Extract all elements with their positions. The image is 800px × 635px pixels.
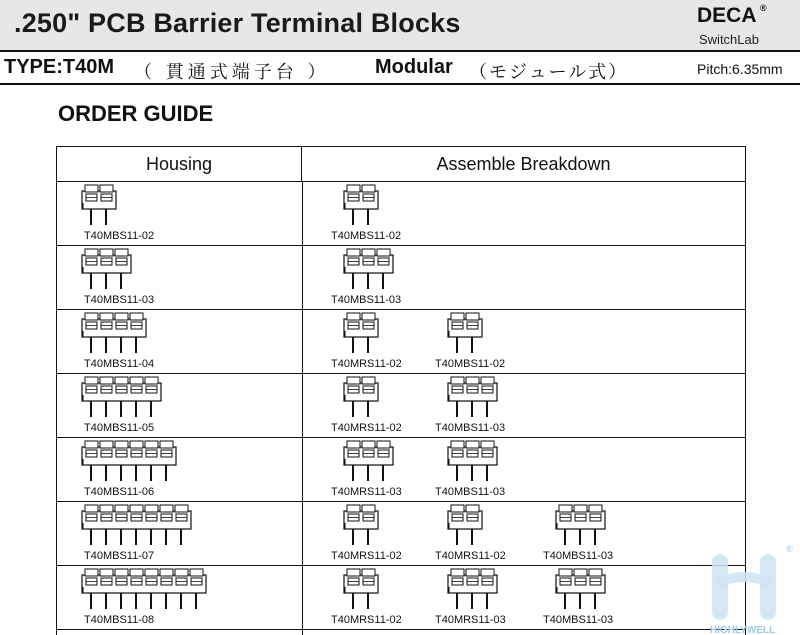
barrier-wall	[466, 505, 479, 512]
housing-block-drawing	[81, 312, 149, 355]
breakdown-block-drawing	[555, 504, 608, 547]
barrier-wall	[347, 441, 360, 448]
barrier-wall	[145, 505, 158, 512]
breakdown-block-drawing	[447, 312, 485, 355]
barrier-wall	[574, 505, 587, 512]
barrier-wall	[130, 569, 143, 576]
breakdown-block-drawing	[343, 312, 381, 355]
barrier-wall	[481, 569, 494, 576]
part-number-label: T40MBS11-04	[84, 358, 155, 370]
barrier-wall	[115, 569, 128, 576]
housing-block-drawing	[81, 504, 194, 547]
barrier-wall	[85, 441, 98, 448]
barrier-wall	[362, 377, 375, 384]
barrier-wall	[190, 569, 203, 576]
barrier-wall	[377, 249, 390, 256]
breakdown-block-drawing	[343, 184, 381, 227]
barrier-wall	[466, 377, 479, 384]
barrier-wall	[481, 377, 494, 384]
barrier-wall	[130, 313, 143, 320]
row-divider	[57, 245, 745, 246]
barrier-wall	[347, 505, 360, 512]
breakdown-block-drawing	[447, 568, 500, 611]
type-japanese: （ 貫通式端子台 ）	[134, 62, 330, 83]
order-guide-table	[56, 146, 746, 635]
part-number-label: T40MRS11-03	[331, 486, 402, 498]
page-title: .250" PCB Barrier Terminal Blocks	[14, 8, 461, 38]
part-number-label: T40MBS11-03	[84, 294, 155, 306]
barrier-wall	[362, 505, 375, 512]
housing-block-drawing	[81, 376, 164, 419]
barrier-wall	[85, 377, 98, 384]
barrier-wall	[362, 313, 375, 320]
row-divider	[57, 309, 745, 310]
housing-block-drawing	[81, 248, 134, 291]
barrier-wall	[100, 569, 113, 576]
housing-block-drawing	[81, 568, 209, 611]
barrier-wall	[175, 505, 188, 512]
barrier-wall	[362, 249, 375, 256]
barrier-wall	[160, 441, 173, 448]
barrier-wall	[85, 505, 98, 512]
section-title: ORDER GUIDE	[58, 101, 214, 126]
barrier-wall	[160, 569, 173, 576]
barrier-wall	[100, 185, 113, 192]
part-number-label: T40MBS11-02	[84, 230, 155, 242]
part-number-label: T40MRS11-02	[331, 358, 402, 370]
barrier-wall	[466, 569, 479, 576]
part-number-label: T40MBS11-02	[331, 230, 402, 242]
barrier-wall	[362, 185, 375, 192]
barrier-wall	[160, 505, 173, 512]
part-number-label: T40MRS11-02	[435, 550, 506, 562]
barrier-wall	[115, 249, 128, 256]
barrier-wall	[347, 569, 360, 576]
part-number-label: T40MBS11-03	[435, 486, 506, 498]
watermark-reg: ®	[786, 544, 793, 554]
row-divider	[57, 437, 745, 438]
barrier-wall	[85, 185, 98, 192]
barrier-wall	[130, 377, 143, 384]
barrier-wall	[130, 505, 143, 512]
brand-subtitle: SwitchLab	[699, 32, 759, 47]
barrier-wall	[130, 441, 143, 448]
barrier-wall	[481, 441, 494, 448]
column-divider	[302, 181, 303, 635]
barrier-wall	[100, 441, 113, 448]
part-number-label: T40MBS11-02	[435, 358, 506, 370]
barrier-wall	[145, 441, 158, 448]
watermark-arc	[716, 577, 772, 584]
barrier-wall	[100, 505, 113, 512]
divider-bottom	[0, 83, 800, 85]
row-divider	[57, 629, 745, 630]
barrier-wall	[85, 249, 98, 256]
pitch-label: Pitch:6.35mm	[697, 61, 783, 77]
watermark-text: HIGHLYWELL	[710, 625, 776, 635]
part-number-label: T40MBS11-03	[435, 422, 506, 434]
modular-label: Modular	[375, 56, 453, 78]
barrier-wall	[347, 313, 360, 320]
part-number-label: T40MBS11-05	[84, 422, 155, 434]
barrier-wall	[100, 249, 113, 256]
barrier-wall	[100, 377, 113, 384]
part-number-label: T40MRS11-02	[331, 422, 402, 434]
highlywell-watermark	[702, 540, 800, 635]
modular-japanese: （モジュール式）	[469, 62, 629, 83]
breakdown-block-drawing	[447, 440, 500, 483]
row-divider	[57, 501, 745, 502]
barrier-wall	[85, 313, 98, 320]
barrier-wall	[451, 569, 464, 576]
part-number-label: T40MRS11-02	[331, 614, 402, 626]
breakdown-block-drawing	[343, 248, 396, 291]
barrier-wall	[451, 505, 464, 512]
housing-block-drawing	[81, 440, 179, 483]
barrier-wall	[100, 313, 113, 320]
row-divider	[57, 181, 745, 182]
breakdown-block-drawing	[343, 568, 381, 611]
part-number-label: T40MBS11-03	[543, 550, 614, 562]
breakdown-block-drawing	[447, 376, 500, 419]
part-number-label: T40MBS11-07	[84, 550, 155, 562]
part-number-label: T40MBS11-06	[84, 486, 155, 498]
part-number-label: T40MBS11-03	[331, 294, 402, 306]
barrier-wall	[362, 569, 375, 576]
barrier-wall	[377, 441, 390, 448]
part-number-label: T40MBS11-08	[84, 614, 155, 626]
barrier-wall	[115, 441, 128, 448]
breakdown-block-drawing	[447, 504, 485, 547]
barrier-wall	[115, 505, 128, 512]
barrier-wall	[175, 569, 188, 576]
barrier-wall	[347, 249, 360, 256]
barrier-wall	[451, 441, 464, 448]
barrier-wall	[451, 377, 464, 384]
barrier-wall	[145, 569, 158, 576]
part-number-label: T40MRS11-02	[331, 550, 402, 562]
breakdown-block-drawing	[343, 504, 381, 547]
part-number-label: T40MRS11-03	[435, 614, 506, 626]
barrier-wall	[115, 377, 128, 384]
barrier-wall	[85, 569, 98, 576]
barrier-wall	[145, 377, 158, 384]
column-header-housing: Housing	[57, 147, 302, 181]
brand-logo: DECA	[697, 4, 757, 27]
barrier-wall	[347, 185, 360, 192]
barrier-wall	[589, 569, 602, 576]
row-divider	[57, 565, 745, 566]
barrier-wall	[559, 505, 572, 512]
barrier-wall	[589, 505, 602, 512]
barrier-wall	[574, 569, 587, 576]
barrier-wall	[451, 313, 464, 320]
barrier-wall	[115, 313, 128, 320]
column-header-breakdown: Assemble Breakdown	[436, 153, 611, 174]
part-number-label: T40MBS11-03	[543, 614, 614, 626]
barrier-wall	[466, 313, 479, 320]
housing-block-drawing	[81, 184, 119, 227]
type-label: TYPE:T40M	[4, 56, 115, 78]
barrier-wall	[362, 441, 375, 448]
breakdown-block-drawing	[555, 568, 608, 611]
registered-mark: ®	[760, 3, 767, 13]
divider-top	[0, 50, 800, 52]
barrier-wall	[559, 569, 572, 576]
row-divider	[57, 373, 745, 374]
barrier-wall	[347, 377, 360, 384]
breakdown-block-drawing	[343, 376, 381, 419]
barrier-wall	[466, 441, 479, 448]
breakdown-block-drawing	[343, 440, 396, 483]
